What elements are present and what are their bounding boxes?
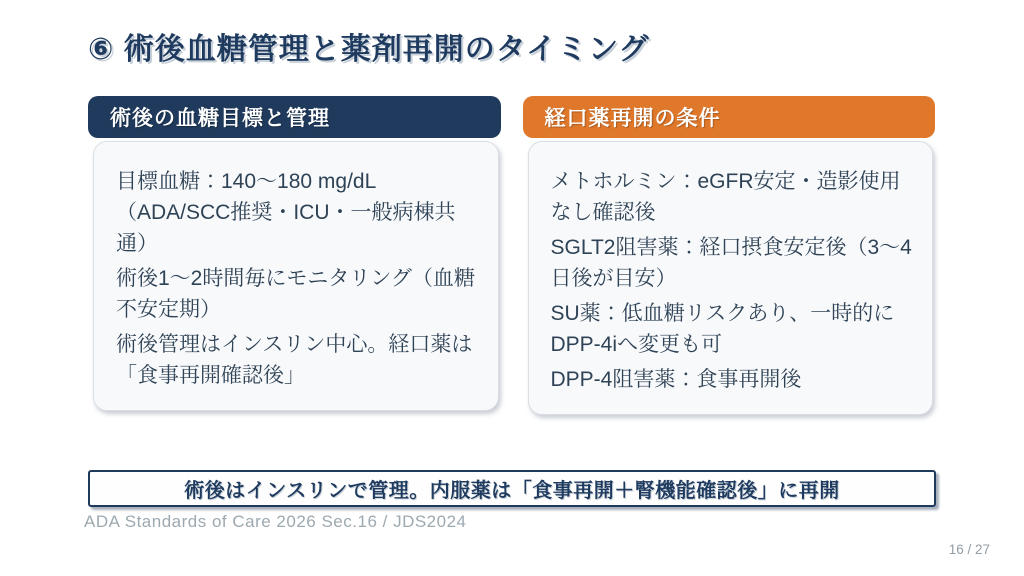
cards-row bbox=[88, 96, 935, 415]
card-header-oral-med-resume: 経口薬再開の条件 bbox=[523, 96, 936, 138]
card-body-postop-glucose bbox=[93, 141, 499, 411]
card-body-oral-med-resume bbox=[528, 141, 934, 415]
card-item-target-glucose: 目標血糖：140～180 mg/dL（ADA/SCC推奨・ICU・一般病棟共通） bbox=[116, 170, 456, 256]
page-number: 16 / 27 bbox=[948, 542, 990, 557]
card-item-monitoring: 術後1～2時間毎にモニタリング（血糖不安定期） bbox=[116, 267, 475, 322]
page-title: ⑥ 術後血糖管理と薬剤再開のタイミング bbox=[88, 33, 650, 66]
card-item-sglt2: SGLT2阻害薬：経口摂食安定後（3～4日後が目安） bbox=[550, 236, 912, 291]
card-oral-med-resume bbox=[523, 96, 936, 415]
card-header-postop-glucose: 術後の血糖目標と管理 bbox=[88, 96, 501, 138]
card-item-dpp4: DPP-4阻害薬：食事再開後 bbox=[550, 368, 802, 392]
summary-banner-text: 術後はインスリンで管理。内服薬は「食事再開＋腎機能確認後」に再開 bbox=[184, 480, 840, 502]
card-item-su: SU薬：低血糖リスクあり、一時的にDPP-4iへ変更も可 bbox=[550, 302, 895, 357]
card-item-insulin-centered: 術後管理はインスリン中心。経口薬は「食事再開確認後」 bbox=[116, 333, 473, 388]
card-postop-glucose bbox=[88, 96, 501, 415]
source-citation: ADA Standards of Care 2026 Sec.16 / JDS2024 bbox=[84, 512, 467, 531]
summary-banner bbox=[88, 470, 936, 507]
card-item-metformin: メトホルミン：eGFR安定・造影使用なし確認後 bbox=[550, 170, 901, 225]
